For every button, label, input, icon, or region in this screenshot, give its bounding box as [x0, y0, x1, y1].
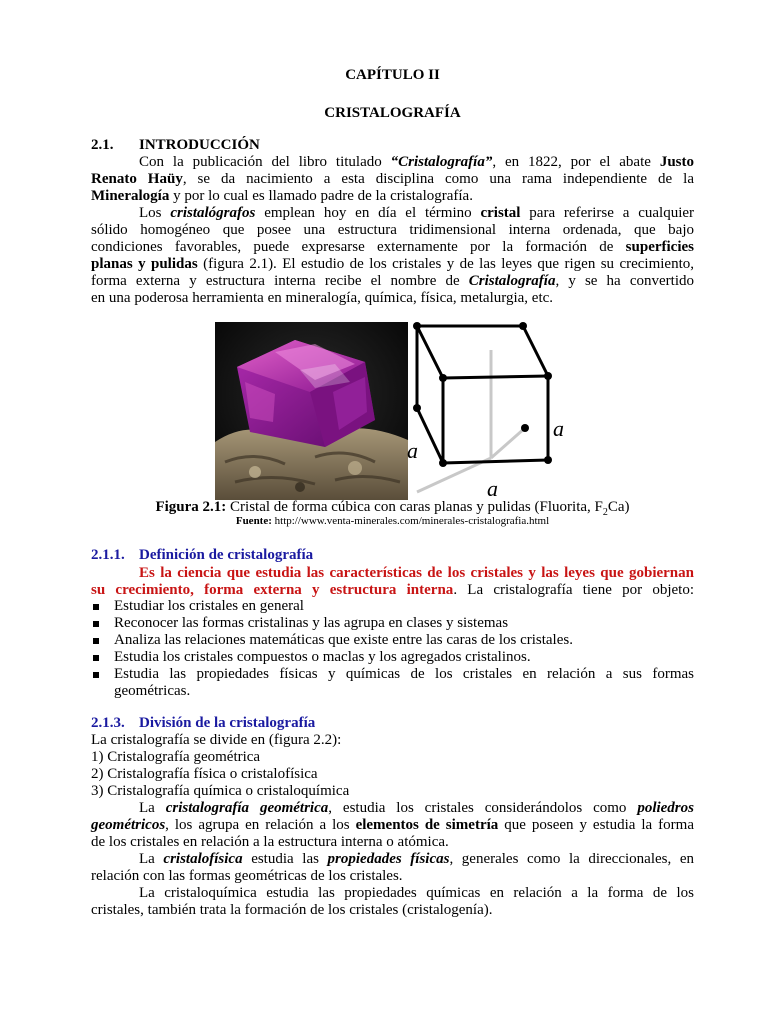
section-number: 2.1.	[91, 137, 114, 153]
division-p1-line1: La cristalografía geométrica, estudia los cristales considerándolos como poliedros	[139, 800, 694, 816]
intro-p2-line1: Los cristalógrafos emplean hoy en día el término cristal para referirse a cualquier	[139, 205, 695, 221]
division-p2-line1: La cristalofísica estudia las propiedades físicas, generales como la direccionales, en	[139, 851, 694, 867]
chapter-title: CRISTALOGRAFÍA	[324, 105, 461, 121]
bullet-item: Estudiar los cristales en general	[114, 598, 304, 614]
section-title: INTRODUCCIÓN	[139, 137, 260, 153]
bullet-item: Estudia los cristales compuestos o maclas y los agregados cristalinos.	[114, 649, 531, 665]
bullet-square-icon	[93, 655, 99, 661]
intro-p1-line1: Con la publicación del libro titulado “Cristalografía”, en 1822, por el abate Justo	[139, 154, 694, 170]
definition-line2: su crecimiento, forma externa y estructura interna. La cristalografía tiene por objeto:	[91, 582, 694, 598]
division-p1-line2: geométricos, los agrupa en relación a los elementos de simetría que poseen y estudia la forma	[91, 817, 694, 833]
definition-line1: Es la ciencia que estudia las características de los cristales y las leyes que gobiernan	[139, 565, 694, 581]
bullet-square-icon	[93, 672, 99, 678]
bullet-item: Reconocer las formas cristalinas y las agrupa en clases y sistemas	[114, 615, 509, 631]
bullet-square-icon	[93, 638, 99, 644]
bullet-item: Estudia las propiedades físicas y químicas de los cristales en relación a sus formas	[114, 666, 694, 682]
chapter-heading: CAPÍTULO II	[345, 67, 440, 83]
intro-p1-line2: Renato Haüy, se da nacimiento a esta disciplina como una rama independiente de la	[91, 171, 694, 187]
cube-edge-label-right: a	[553, 416, 564, 441]
division-item: 2) Cristalografía física o cristalofísica	[91, 766, 318, 782]
subsection-number-2-1-1: 2.1.1.	[91, 547, 125, 563]
intro-p2-line4: planas y pulidas (figura 2.1). El estudio de los cristales y de las leyes que rigen su crecimiento,	[91, 256, 695, 272]
figure-source: Fuente: http://www.venta-minerales.com/minerales-cristalografia.html	[235, 515, 550, 527]
division-p2-line2: relación con las formas geométricas de los cristales.	[91, 868, 403, 884]
bullet-item: Analiza las relaciones matemáticas que existe entre las caras de los cristales.	[114, 632, 573, 648]
cube-edge-label-bottom: a	[487, 476, 498, 500]
cubic-lattice-diagram	[405, 318, 580, 500]
division-item: 1) Cristalografía geométrica	[91, 749, 261, 765]
division-item: 3) Cristalografía química o cristaloquímica	[91, 783, 350, 799]
intro-p2-line2: sólido homogéneo que posee una estructura tridimensional interna ordenada, que bajo	[91, 222, 694, 238]
intro-p2-line6: en una poderosa herramienta en mineralogía, química, física, metalurgia, etc.	[91, 290, 554, 306]
division-intro: La cristalografía se divide en (figura 2.2):	[91, 732, 342, 748]
cube-edge-label-left: a	[407, 438, 418, 463]
division-p3-line2: cristales, también trata la formación de los cristales (cristalogenía).	[91, 902, 493, 918]
subsection-title-division: División de la cristalografía	[139, 715, 316, 731]
bullet-square-icon	[93, 621, 99, 627]
intro-p2-line3: condiciones favorables, puede expresarse externamente por la formación de superficies	[91, 239, 694, 255]
bullet-square-icon	[93, 604, 99, 610]
intro-p1-line3: Mineralogía y por lo cual es llamado padre de la cristalografía.	[91, 188, 473, 204]
subsection-number-2-1-3: 2.1.3.	[91, 715, 125, 731]
figure-caption: Figura 2.1: Cristal de forma cúbica con caras planas y pulidas (Fluorita, $F_2Ca$)	[155, 499, 630, 518]
subsection-title-definicion: Definición de cristalografía	[139, 547, 314, 563]
bullet-item-continuation: geométricas.	[114, 683, 191, 699]
division-p1-line3: de los cristales en relación a la estructura interna o atómica.	[91, 834, 449, 850]
intro-p2-line5: forma externa y estructura interna recibe el nombre de Cristalografía, y se ha convertido	[91, 273, 694, 289]
fluorite-crystal-photo	[215, 322, 408, 500]
division-p3-line1: La cristaloquímica estudia las propiedades químicas en relación a la forma de los	[139, 885, 694, 901]
